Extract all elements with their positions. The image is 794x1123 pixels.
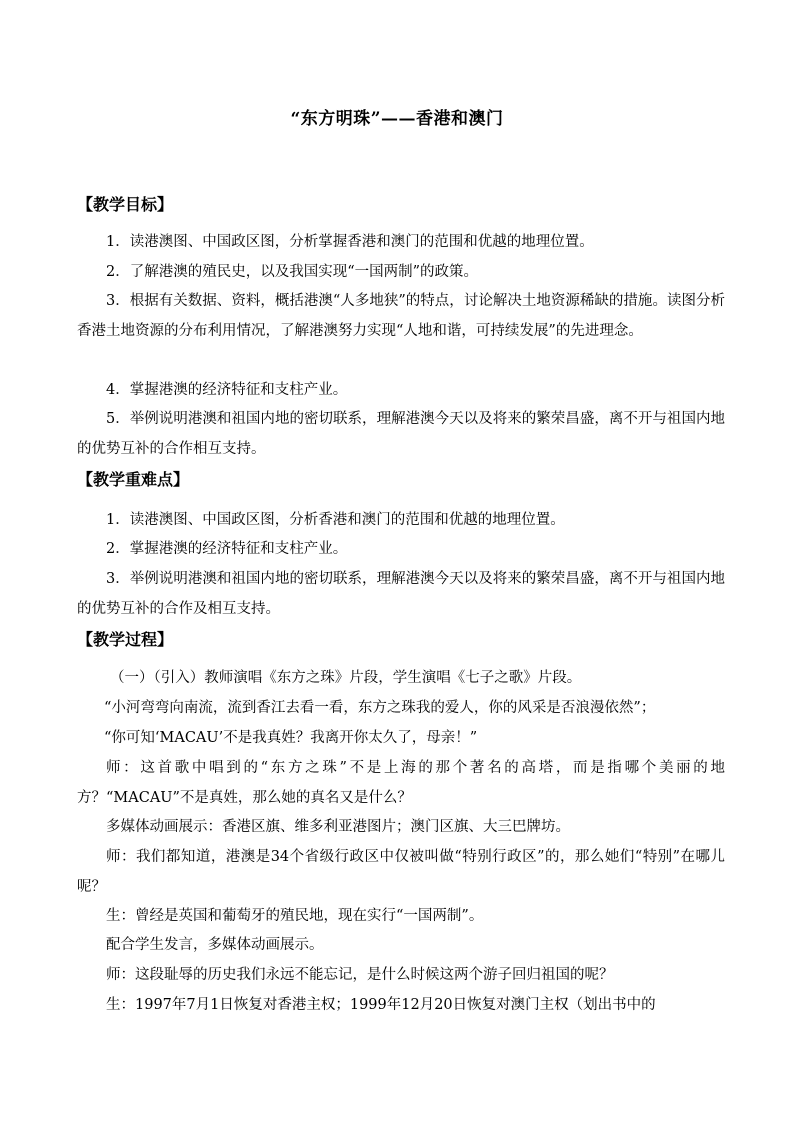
keypoint-item: 3．举例说明港澳和祖国内地的密切联系，理解港澳今天以及将来的繁荣昌盛，离不开与祖国内地的优势互补的合作及相互支持。 (77, 571, 725, 617)
process-paragraph: 师：我们都知道，港澳是34个省级行政区中仅被叫做“特别行政区”的，那么她们“特别”在哪儿呢？ (77, 849, 725, 895)
process-paragraph: （一）（引入）教师演唱《东方之珠》片段，学生演唱《七子之歌》片段。 (110, 670, 582, 686)
objective-item: 2．了解港澳的殖民史，以及我国实现“一国两制”的政策。 (106, 264, 479, 280)
objective-item: 1．读港澳图、中国政区图，分析掌握香港和澳门的范围和优越的地理位置。 (106, 234, 594, 250)
process-paragraph: 生：曾经是英国和葡萄牙的殖民地，现在实行“一国两制”。 (106, 908, 484, 924)
process-paragraph: 师：这首歌中唱到的“东方之珠”不是上海的那个著名的高塔，而是指哪个美丽的地方？“MACAU”不是真姓，那么她的真名又是什么？ (77, 760, 725, 806)
section-heading-keypoints: 【教学重难点】 (77, 470, 190, 489)
objective-item: 5．举例说明港澳和祖国内地的密切联系，理解港澳今天以及将来的繁荣昌盛，离不开与祖国内地的优势互补的合作相互支持。 (77, 411, 725, 457)
process-paragraph: 生：1997年7月1日恢复对香港主权；1999年12月20日恢复对澳门主权（划出书中的 (106, 997, 656, 1013)
section-heading-objectives: 【教学目标】 (77, 195, 174, 214)
keypoint-item: 1．读港澳图、中国政区图，分析香港和澳门的范围和优越的地理位置。 (106, 512, 565, 528)
keypoint-item: 2．掌握港澳的经济特征和支柱产业。 (106, 541, 348, 557)
objective-item: 3．根据有关数据、资料，概括港澳“人多地狭”的特点，讨论解决土地资源稀缺的措施。读图分析香港土地资源的分布利用情况，了解港澳努力实现“人地和谐，可持续发展”的先进理念。 (77, 293, 725, 339)
section-heading-process: 【教学过程】 (77, 630, 174, 649)
process-paragraph: “你可知‘MACAU’不是我真姓？我离开你太久了，母亲！” (104, 730, 478, 746)
process-paragraph: 配合学生发言，多媒体动画展示。 (106, 937, 324, 953)
objective-item: 4．掌握港澳的经济特征和支柱产业。 (106, 382, 348, 398)
process-paragraph: 多媒体动画展示：香港区旗、维多利亚港图片；澳门区旗、大三巴牌坊。 (106, 819, 570, 835)
process-paragraph: “小河弯弯向南流，流到香江去看一看，东方之珠我的爱人，你的风采是否浪漫依然”； (104, 700, 656, 716)
document-title: “东方明珠”——香港和澳门 (290, 109, 504, 129)
process-paragraph: 师：这段耻辱的历史我们永远不能忘记，是什么时候这两个游子回归祖国的呢？ (106, 967, 614, 983)
